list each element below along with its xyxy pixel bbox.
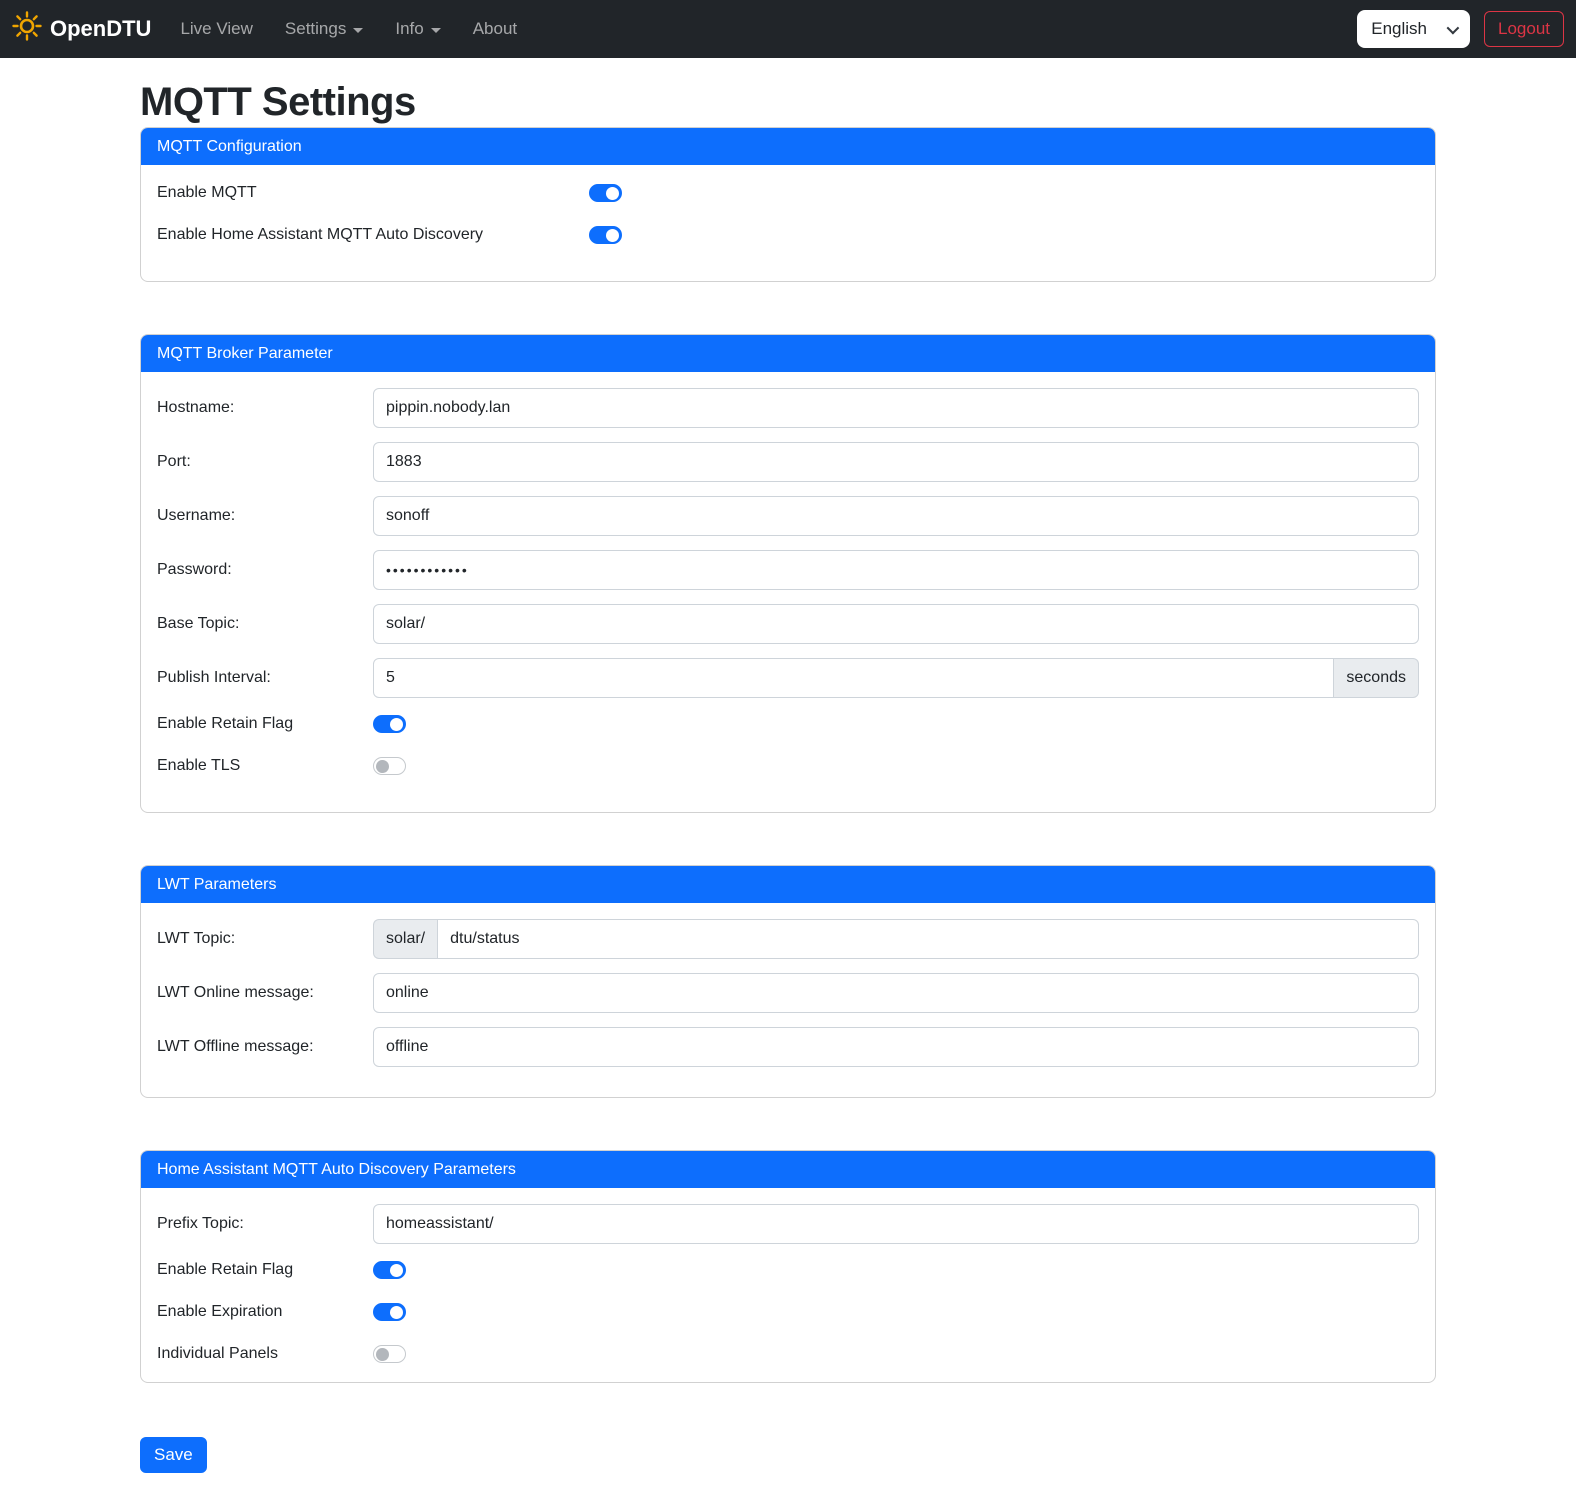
enable-retain-row (157, 712, 1419, 736)
lwt-online-label: LWT Online message: (157, 984, 314, 1001)
nav-item-live-view[interactable] (171, 11, 261, 47)
ha-retain-toggle[interactable] (373, 1261, 406, 1279)
nav-item-label: Live View (180, 19, 253, 38)
hostname-row (157, 388, 1419, 428)
enable-ha-discovery-toggle[interactable] (589, 226, 622, 244)
prefix-topic-input[interactable] (373, 1204, 1419, 1244)
enable-ha-discovery-row (157, 223, 1419, 247)
individual-panels-toggle[interactable] (373, 1345, 406, 1363)
base-topic-label: Base Topic: (157, 615, 240, 632)
ha-retain-label: Enable Retain Flag (157, 1261, 294, 1278)
port-row (157, 442, 1419, 482)
enable-mqtt-label: Enable MQTT (157, 184, 257, 201)
nav-menu (171, 11, 1357, 47)
enable-tls-toggle[interactable] (373, 757, 406, 775)
enable-ha-discovery-label: Enable Home Assistant MQTT Auto Discovery (157, 226, 484, 243)
brand-label: OpenDTU (50, 16, 152, 41)
publish-interval-label: Publish Interval: (157, 669, 271, 686)
caret-down-icon (431, 28, 441, 33)
ha-retain-row (157, 1258, 1419, 1282)
prefix-topic-label: Prefix Topic: (157, 1215, 244, 1232)
lwt-parameters-card (140, 865, 1436, 1098)
publish-interval-row (157, 658, 1419, 698)
card-header: Home Assistant MQTT Auto Discovery Parameters (141, 1151, 1435, 1188)
page-title: MQTT Settings (140, 80, 416, 124)
nav-item-about[interactable] (464, 11, 526, 47)
ha-discovery-card (140, 1150, 1436, 1383)
publish-interval-input[interactable] (373, 658, 1334, 698)
enable-tls-label: Enable TLS (157, 757, 241, 774)
nav-item-label: Info (395, 19, 424, 38)
caret-down-icon (353, 28, 363, 33)
lwt-topic-prefix-addon: solar/ (373, 919, 437, 959)
lwt-topic-label: LWT Topic: (157, 930, 236, 947)
chevron-down-icon (1447, 21, 1460, 34)
password-label: Password: (157, 561, 232, 578)
lwt-online-input[interactable] (373, 973, 1419, 1013)
card-header: LWT Parameters (141, 866, 1435, 903)
lwt-offline-input[interactable] (373, 1027, 1419, 1067)
seconds-unit-addon: seconds (1334, 658, 1419, 698)
main-content (140, 80, 1436, 1495)
enable-mqtt-row (157, 181, 1419, 205)
enable-tls-row (157, 754, 1419, 778)
password-input[interactable] (373, 550, 1419, 590)
port-input[interactable] (373, 442, 1419, 482)
username-label: Username: (157, 507, 236, 524)
username-row (157, 496, 1419, 536)
username-input[interactable] (373, 496, 1419, 536)
sun-icon (12, 11, 42, 47)
prefix-topic-row (157, 1204, 1419, 1244)
ha-expiration-toggle[interactable] (373, 1303, 406, 1321)
base-topic-input[interactable] (373, 604, 1419, 644)
card-header: MQTT Broker Parameter (141, 335, 1435, 372)
lwt-online-row (157, 973, 1419, 1013)
mqtt-broker-card (140, 334, 1436, 813)
brand-logo[interactable] (12, 11, 151, 47)
lwt-offline-label: LWT Offline message: (157, 1038, 314, 1055)
port-label: Port: (157, 453, 191, 470)
top-navbar (0, 0, 1576, 58)
base-topic-row (157, 604, 1419, 644)
enable-mqtt-toggle[interactable] (589, 184, 622, 202)
language-select[interactable] (1357, 10, 1470, 48)
individual-panels-row (157, 1342, 1419, 1366)
nav-item-info[interactable] (386, 11, 449, 47)
lwt-topic-input[interactable] (437, 919, 1419, 959)
enable-retain-label: Enable Retain Flag (157, 715, 294, 732)
individual-panels-label: Individual Panels (157, 1345, 278, 1362)
logout-button[interactable]: Logout (1484, 11, 1564, 47)
enable-retain-toggle[interactable] (373, 715, 406, 733)
password-row (157, 550, 1419, 590)
lwt-offline-row (157, 1027, 1419, 1067)
save-button[interactable]: Save (140, 1437, 207, 1473)
mqtt-configuration-card (140, 127, 1436, 282)
nav-item-label: Settings (284, 19, 347, 38)
card-header: MQTT Configuration (141, 128, 1435, 165)
hostname-input[interactable] (373, 388, 1419, 428)
nav-item-label: About (472, 19, 518, 38)
navbar-right (1357, 10, 1564, 48)
hostname-label: Hostname: (157, 399, 235, 416)
nav-item-settings[interactable] (276, 11, 372, 47)
lwt-topic-row (157, 919, 1419, 959)
language-select-value: English (1371, 19, 1427, 38)
ha-expiration-row (157, 1300, 1419, 1324)
ha-expiration-label: Enable Expiration (157, 1303, 283, 1320)
